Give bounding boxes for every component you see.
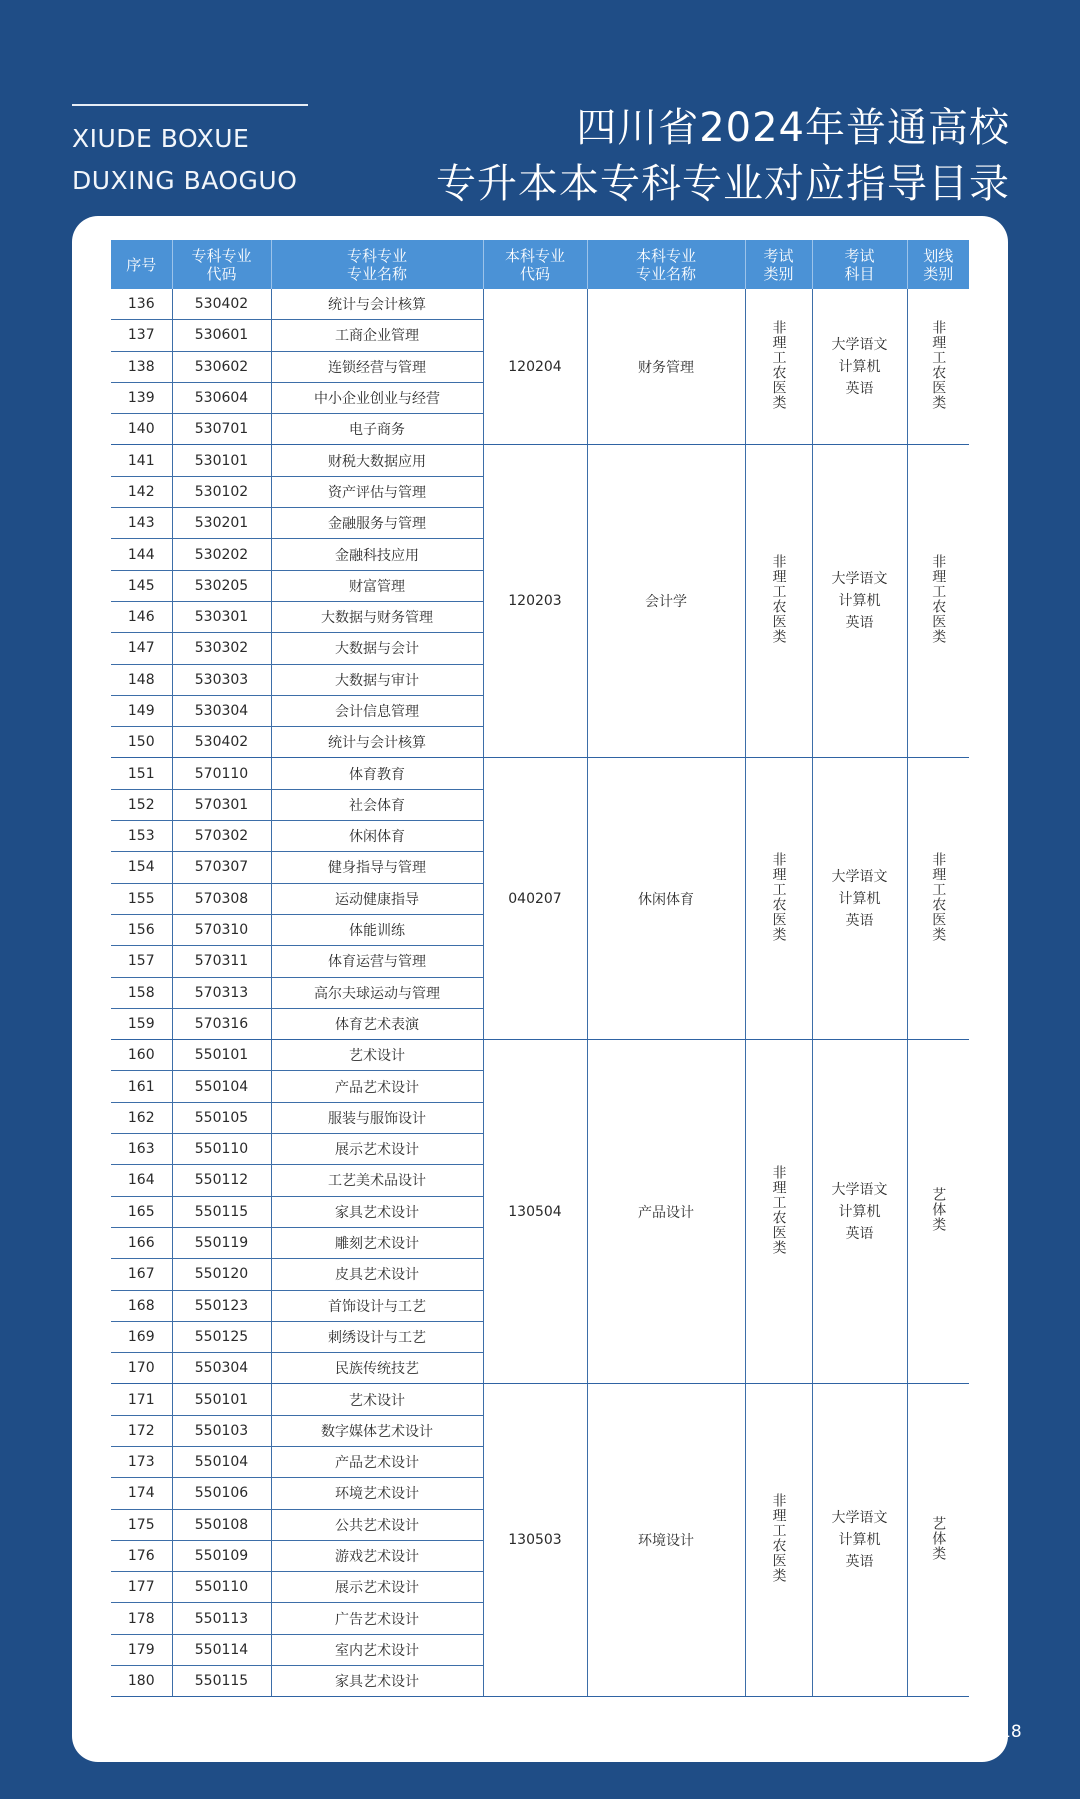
cutoff-category (907, 445, 969, 758)
diploma-major-code: 570310 (172, 914, 271, 945)
row-index: 161 (111, 1071, 172, 1102)
exam-subject: 英语 (845, 380, 874, 397)
header-label: 类别 (923, 264, 954, 283)
diploma-major-name: 环境艺术设计 (271, 1478, 483, 1509)
diploma-major-code: 550110 (172, 1572, 271, 1603)
diploma-major-name: 健身指导与管理 (271, 852, 483, 883)
row-index: 166 (111, 1227, 172, 1258)
diploma-major-code: 530304 (172, 695, 271, 726)
row-index: 140 (111, 414, 172, 445)
bachelor-major-code: 040207 (483, 758, 587, 1040)
header-label: 本科专业 (635, 246, 696, 265)
page-title-line-2: 专升本本专科专业对应指导目录 (436, 161, 1010, 207)
brand-line-2: DUXING BAOGUO (72, 166, 298, 195)
exam-category (745, 1040, 812, 1384)
row-index: 159 (111, 1008, 172, 1039)
diploma-major-name: 刺绣设计与工艺 (271, 1321, 483, 1352)
row-index: 171 (111, 1384, 172, 1415)
exam-subject: 计算机 (838, 593, 881, 610)
bachelor-major-name: 会计学 (587, 445, 745, 758)
row-index: 169 (111, 1321, 172, 1352)
row-index: 136 (111, 289, 172, 320)
table-row (111, 1384, 969, 1415)
diploma-major-code: 570302 (172, 821, 271, 852)
row-index: 153 (111, 821, 172, 852)
row-index: 154 (111, 852, 172, 883)
header-label: 序号 (126, 255, 157, 274)
diploma-major-code: 550104 (172, 1071, 271, 1102)
row-index: 175 (111, 1509, 172, 1540)
diploma-major-code: 550106 (172, 1478, 271, 1509)
diploma-major-code: 530202 (172, 539, 271, 570)
exam-subject: 计算机 (838, 1532, 881, 1549)
row-index: 139 (111, 382, 172, 413)
diploma-major-code: 550103 (172, 1415, 271, 1446)
row-index: 146 (111, 601, 172, 632)
exam-category-text: 非理工农医类 (770, 1493, 787, 1584)
bachelor-major-name: 财务管理 (587, 289, 745, 445)
diploma-major-code: 570316 (172, 1008, 271, 1039)
diploma-major-name: 休闲体育 (271, 821, 483, 852)
page-title-line-1: 四川省2024年普通高校 (576, 105, 1010, 151)
exam-category (745, 289, 812, 445)
diploma-major-code: 550108 (172, 1509, 271, 1540)
diploma-major-name: 社会体育 (271, 789, 483, 820)
diploma-major-code: 550115 (172, 1196, 271, 1227)
header-label: 类别 (763, 264, 794, 283)
diploma-major-code: 530402 (172, 289, 271, 320)
exam-category-text: 非理工农医类 (770, 554, 787, 645)
exam-category (745, 445, 812, 758)
diploma-major-name: 金融服务与管理 (271, 508, 483, 539)
header-label: 专科专业 (191, 246, 252, 265)
exam-subject: 英语 (845, 912, 874, 929)
diploma-major-name: 家具艺术设计 (271, 1196, 483, 1227)
row-index: 164 (111, 1165, 172, 1196)
row-index: 137 (111, 320, 172, 351)
diploma-major-code: 550105 (172, 1102, 271, 1133)
diploma-major-name: 大数据与财务管理 (271, 601, 483, 632)
diploma-major-name: 服装与服饰设计 (271, 1102, 483, 1133)
diploma-major-name: 运动健康指导 (271, 883, 483, 914)
diploma-major-code: 570301 (172, 789, 271, 820)
row-index: 172 (111, 1415, 172, 1446)
table-row (111, 758, 969, 789)
bachelor-major-code: 120204 (483, 289, 587, 445)
exam-subject: 计算机 (838, 890, 881, 907)
diploma-major-code: 550123 (172, 1290, 271, 1321)
row-index: 165 (111, 1196, 172, 1227)
diploma-major-name: 艺术设计 (271, 1040, 483, 1071)
diploma-major-name: 皮具艺术设计 (271, 1259, 483, 1290)
header-label: 专业名称 (635, 264, 696, 283)
diploma-major-name: 体育艺术表演 (271, 1008, 483, 1039)
exam-subject: 英语 (845, 1554, 874, 1571)
col-exam-category-header (745, 240, 812, 289)
table-row (111, 445, 969, 476)
exam-subject: 大学语文 (831, 1181, 888, 1198)
row-index: 151 (111, 758, 172, 789)
cutoff-category-text: 艺体类 (930, 1187, 947, 1233)
diploma-major-code: 550125 (172, 1321, 271, 1352)
diploma-major-name: 体育运营与管理 (271, 946, 483, 977)
row-index: 177 (111, 1572, 172, 1603)
diploma-major-code: 550112 (172, 1165, 271, 1196)
exam-subject: 大学语文 (831, 571, 888, 588)
cutoff-category-text: 非理工农医类 (930, 554, 947, 645)
diploma-major-name: 室内艺术设计 (271, 1634, 483, 1665)
diploma-major-code: 570110 (172, 758, 271, 789)
row-index: 147 (111, 633, 172, 664)
table-row (111, 1040, 969, 1071)
page-number: 18 (1000, 1722, 1022, 1742)
header-label: 代码 (206, 264, 237, 283)
col-diploma-code-header (172, 240, 271, 289)
exam-subject: 大学语文 (831, 336, 888, 353)
diploma-major-code: 570308 (172, 883, 271, 914)
header-label: 考试 (763, 246, 794, 265)
diploma-major-name: 展示艺术设计 (271, 1572, 483, 1603)
diploma-major-code: 550101 (172, 1384, 271, 1415)
diploma-major-name: 工商企业管理 (271, 320, 483, 351)
diploma-major-code: 570311 (172, 946, 271, 977)
header-label: 代码 (519, 264, 550, 283)
row-index: 174 (111, 1478, 172, 1509)
row-index: 179 (111, 1634, 172, 1665)
diploma-major-name: 体能训练 (271, 914, 483, 945)
cutoff-category (907, 289, 969, 445)
exam-category (745, 758, 812, 1040)
row-index: 176 (111, 1540, 172, 1571)
exam-subjects (812, 758, 907, 1040)
exam-subject: 大学语文 (831, 868, 888, 885)
col-index-header (111, 240, 172, 289)
row-index: 152 (111, 789, 172, 820)
diploma-major-name: 产品艺术设计 (271, 1446, 483, 1477)
diploma-major-name: 艺术设计 (271, 1384, 483, 1415)
row-index: 178 (111, 1603, 172, 1634)
diploma-major-name: 家具艺术设计 (271, 1666, 483, 1697)
diploma-major-code: 530201 (172, 508, 271, 539)
exam-category-text: 非理工农医类 (770, 851, 787, 942)
diploma-major-code: 550114 (172, 1634, 271, 1665)
exam-subjects (812, 1384, 907, 1697)
row-index: 155 (111, 883, 172, 914)
diploma-major-name: 统计与会计核算 (271, 289, 483, 320)
diploma-major-code: 530205 (172, 570, 271, 601)
row-index: 168 (111, 1290, 172, 1321)
row-index: 144 (111, 539, 172, 570)
diploma-major-code: 550109 (172, 1540, 271, 1571)
diploma-major-name: 民族传统技艺 (271, 1353, 483, 1384)
col-bachelor-code-header (483, 240, 587, 289)
exam-subject: 英语 (845, 1225, 874, 1242)
row-index: 138 (111, 351, 172, 382)
diploma-major-name: 雕刻艺术设计 (271, 1227, 483, 1258)
diploma-major-code: 530301 (172, 601, 271, 632)
row-index: 180 (111, 1666, 172, 1697)
diploma-major-name: 广告艺术设计 (271, 1603, 483, 1634)
cutoff-category-text: 非理工农医类 (930, 851, 947, 942)
header-label: 划线 (923, 246, 954, 265)
diploma-major-code: 530101 (172, 445, 271, 476)
row-index: 156 (111, 914, 172, 945)
diploma-major-name: 高尔夫球运动与管理 (271, 977, 483, 1008)
brand-line-1: XIUDE BOXUE (72, 124, 250, 153)
diploma-major-code: 570307 (172, 852, 271, 883)
diploma-major-name: 首饰设计与工艺 (271, 1290, 483, 1321)
diploma-major-code: 550104 (172, 1446, 271, 1477)
diploma-major-name: 中小企业创业与经营 (271, 382, 483, 413)
exam-category-text: 非理工农医类 (770, 1164, 787, 1255)
header-label: 本科专业 (504, 246, 565, 265)
diploma-major-code: 550113 (172, 1603, 271, 1634)
diploma-major-code: 550120 (172, 1259, 271, 1290)
diploma-major-name: 工艺美术品设计 (271, 1165, 483, 1196)
diploma-major-name: 数字媒体艺术设计 (271, 1415, 483, 1446)
col-bachelor-name-header (587, 240, 745, 289)
row-index: 149 (111, 695, 172, 726)
cutoff-category (907, 758, 969, 1040)
diploma-major-name: 展示艺术设计 (271, 1134, 483, 1165)
row-index: 142 (111, 476, 172, 507)
row-index: 157 (111, 946, 172, 977)
exam-subjects (812, 445, 907, 758)
major-catalog-table (111, 240, 969, 1697)
cutoff-category (907, 1040, 969, 1384)
exam-category-text: 非理工农医类 (770, 319, 787, 410)
cutoff-category-text: 非理工农医类 (930, 319, 947, 410)
diploma-major-name: 大数据与审计 (271, 664, 483, 695)
table-row (111, 289, 969, 320)
row-index: 143 (111, 508, 172, 539)
exam-subjects (812, 1040, 907, 1384)
exam-category (745, 1384, 812, 1697)
exam-subject: 英语 (845, 615, 874, 632)
row-index: 170 (111, 1353, 172, 1384)
bachelor-major-code: 130504 (483, 1040, 587, 1384)
diploma-major-name: 电子商务 (271, 414, 483, 445)
diploma-major-code: 570313 (172, 977, 271, 1008)
diploma-major-code: 530302 (172, 633, 271, 664)
row-index: 160 (111, 1040, 172, 1071)
diploma-major-code: 530602 (172, 351, 271, 382)
cutoff-category-text: 艺体类 (930, 1515, 947, 1561)
diploma-major-code: 530402 (172, 727, 271, 758)
exam-subject: 计算机 (838, 1203, 881, 1220)
exam-subject: 计算机 (838, 358, 881, 375)
table-body (111, 289, 969, 1697)
col-diploma-name-header (271, 240, 483, 289)
row-index: 173 (111, 1446, 172, 1477)
header-label: 专科专业 (346, 246, 407, 265)
diploma-major-code: 530604 (172, 382, 271, 413)
row-index: 145 (111, 570, 172, 601)
exam-subject: 大学语文 (831, 1510, 888, 1527)
row-index: 162 (111, 1102, 172, 1133)
col-cutoff-category-header (907, 240, 969, 289)
diploma-major-code: 550110 (172, 1134, 271, 1165)
bachelor-major-code: 120203 (483, 445, 587, 758)
exam-subjects (812, 289, 907, 445)
diploma-major-name: 体育教育 (271, 758, 483, 789)
diploma-major-name: 统计与会计核算 (271, 727, 483, 758)
diploma-major-name: 游戏艺术设计 (271, 1540, 483, 1571)
diploma-major-name: 公共艺术设计 (271, 1509, 483, 1540)
diploma-major-name: 产品艺术设计 (271, 1071, 483, 1102)
cutoff-category (907, 1384, 969, 1697)
diploma-major-code: 530303 (172, 664, 271, 695)
header-label: 科目 (844, 264, 875, 283)
bachelor-major-name: 环境设计 (587, 1384, 745, 1697)
col-exam-subjects-header (812, 240, 907, 289)
diploma-major-code: 550304 (172, 1353, 271, 1384)
diploma-major-code: 550101 (172, 1040, 271, 1071)
bachelor-major-code: 130503 (483, 1384, 587, 1697)
header-label: 专业名称 (346, 264, 407, 283)
row-index: 167 (111, 1259, 172, 1290)
diploma-major-name: 金融科技应用 (271, 539, 483, 570)
row-index: 150 (111, 727, 172, 758)
diploma-major-name: 会计信息管理 (271, 695, 483, 726)
bachelor-major-name: 产品设计 (587, 1040, 745, 1384)
diploma-major-name: 财税大数据应用 (271, 445, 483, 476)
diploma-major-code: 550119 (172, 1227, 271, 1258)
row-index: 141 (111, 445, 172, 476)
table-header-row (111, 240, 969, 289)
diploma-major-code: 550115 (172, 1666, 271, 1697)
row-index: 148 (111, 664, 172, 695)
diploma-major-name: 资产评估与管理 (271, 476, 483, 507)
row-index: 163 (111, 1134, 172, 1165)
diploma-major-code: 530102 (172, 476, 271, 507)
bachelor-major-name: 休闲体育 (587, 758, 745, 1040)
diploma-major-name: 大数据与会计 (271, 633, 483, 664)
header-rule (72, 104, 308, 106)
row-index: 158 (111, 977, 172, 1008)
diploma-major-code: 530701 (172, 414, 271, 445)
header-label: 考试 (844, 246, 875, 265)
diploma-major-code: 530601 (172, 320, 271, 351)
diploma-major-name: 财富管理 (271, 570, 483, 601)
diploma-major-name: 连锁经营与管理 (271, 351, 483, 382)
